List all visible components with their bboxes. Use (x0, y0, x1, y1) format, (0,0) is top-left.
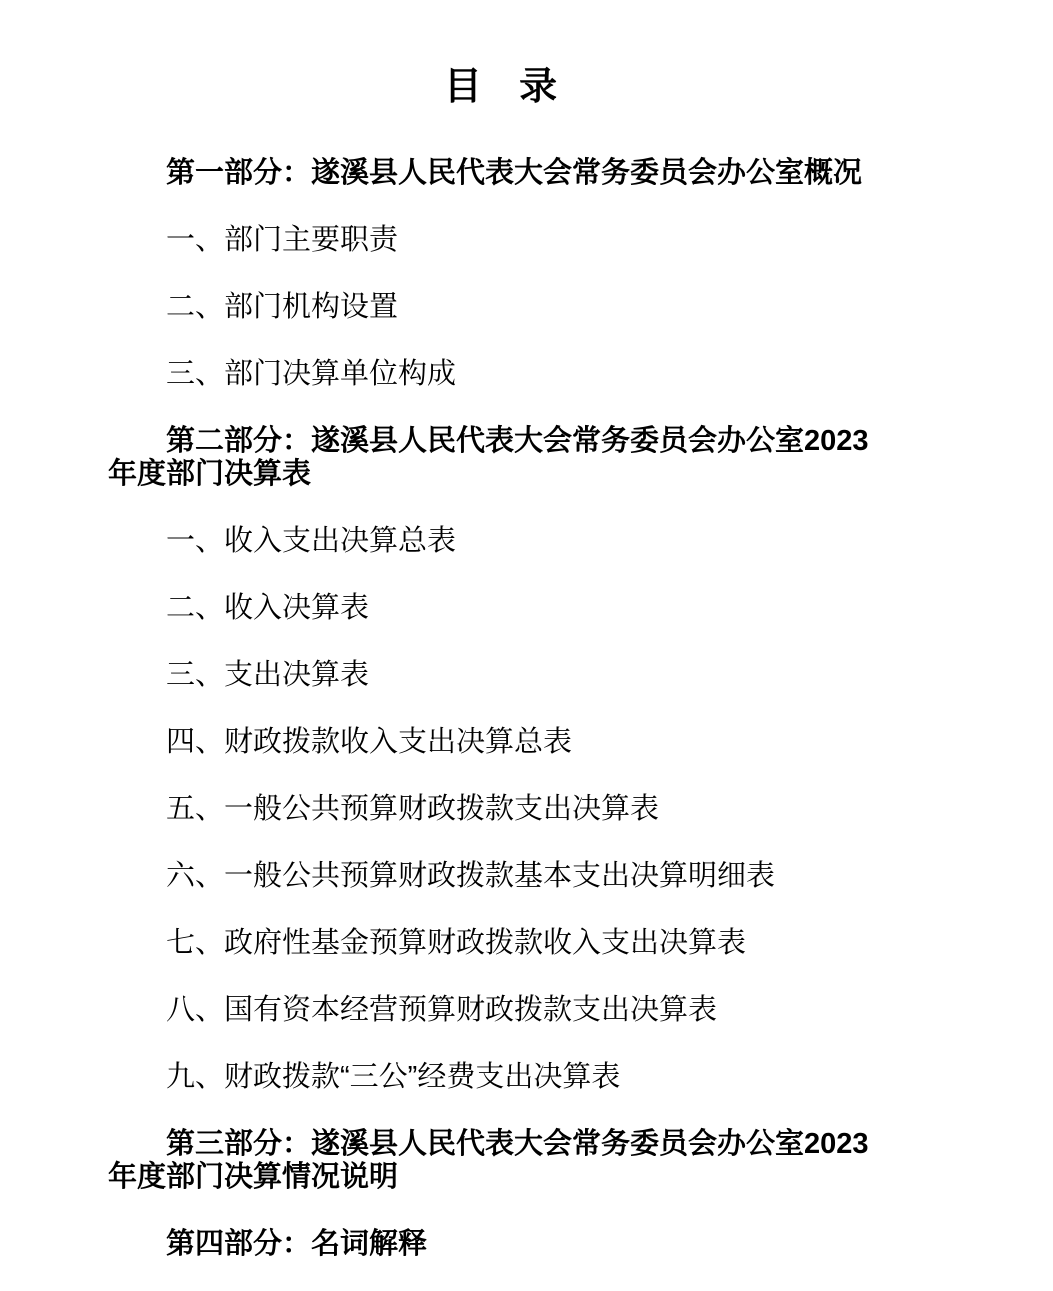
toc-part1-item-2 (108, 291, 893, 324)
text-line: 八、国有资本经营预算财政拨款支出决算表 (166, 994, 718, 1026)
text-line: 年度部门决算情况说明 (108, 1161, 399, 1193)
page-title: 目 录 (443, 66, 571, 108)
toc-part1-heading (108, 157, 893, 190)
text-line: 七、政府性基金预算财政拨款收入支出决算表 (166, 927, 747, 959)
text-line: 第四部分：名词解释 (166, 1228, 428, 1260)
text-line: 年度部门决算表 (108, 458, 312, 490)
text-line: 六、一般公共预算财政拨款基本支出决算明细表 (166, 860, 776, 892)
toc-part4-heading (108, 1228, 893, 1261)
text-line: 五、一般公共预算财政拨款支出决算表 (166, 793, 660, 825)
text-line: 二、部门机构设置 (166, 291, 399, 323)
text-line: 第三部分：遂溪县人民代表大会常务委员会办公室2023 (166, 1128, 869, 1160)
text-line: 三、支出决算表 (166, 659, 370, 691)
toc-part1-item-1 (108, 224, 893, 257)
text-line: 第二部分：遂溪县人民代表大会常务委员会办公室2023 (166, 425, 869, 457)
text-line: 三、部门决算单位构成 (166, 358, 457, 390)
toc (108, 157, 893, 1261)
toc-part2-heading (108, 425, 893, 491)
toc-part2-item-7 (108, 927, 893, 960)
toc-part2-item-2 (108, 592, 893, 625)
toc-part3-heading (108, 1128, 893, 1194)
toc-part2-item-5 (108, 793, 893, 826)
toc-part2-item-6 (108, 860, 893, 893)
text-line: 一、收入支出决算总表 (166, 525, 457, 557)
text-line: 二、收入决算表 (166, 592, 370, 624)
toc-part2-item-9 (108, 1061, 893, 1094)
text-line: 九、财政拨款“三公”经费支出决算表 (166, 1061, 621, 1093)
text-line: 第一部分：遂溪县人民代表大会常务委员会办公室概况 (166, 157, 863, 189)
toc-part2-item-1 (108, 525, 893, 558)
text-line: 一、部门主要职责 (166, 224, 399, 256)
text-line: 四、财政拨款收入支出决算总表 (166, 726, 573, 758)
toc-part2-item-3 (108, 659, 893, 692)
toc-part2-item-8 (108, 994, 893, 1027)
toc-part2-item-4 (108, 726, 893, 759)
toc-part1-item-3 (108, 358, 893, 391)
